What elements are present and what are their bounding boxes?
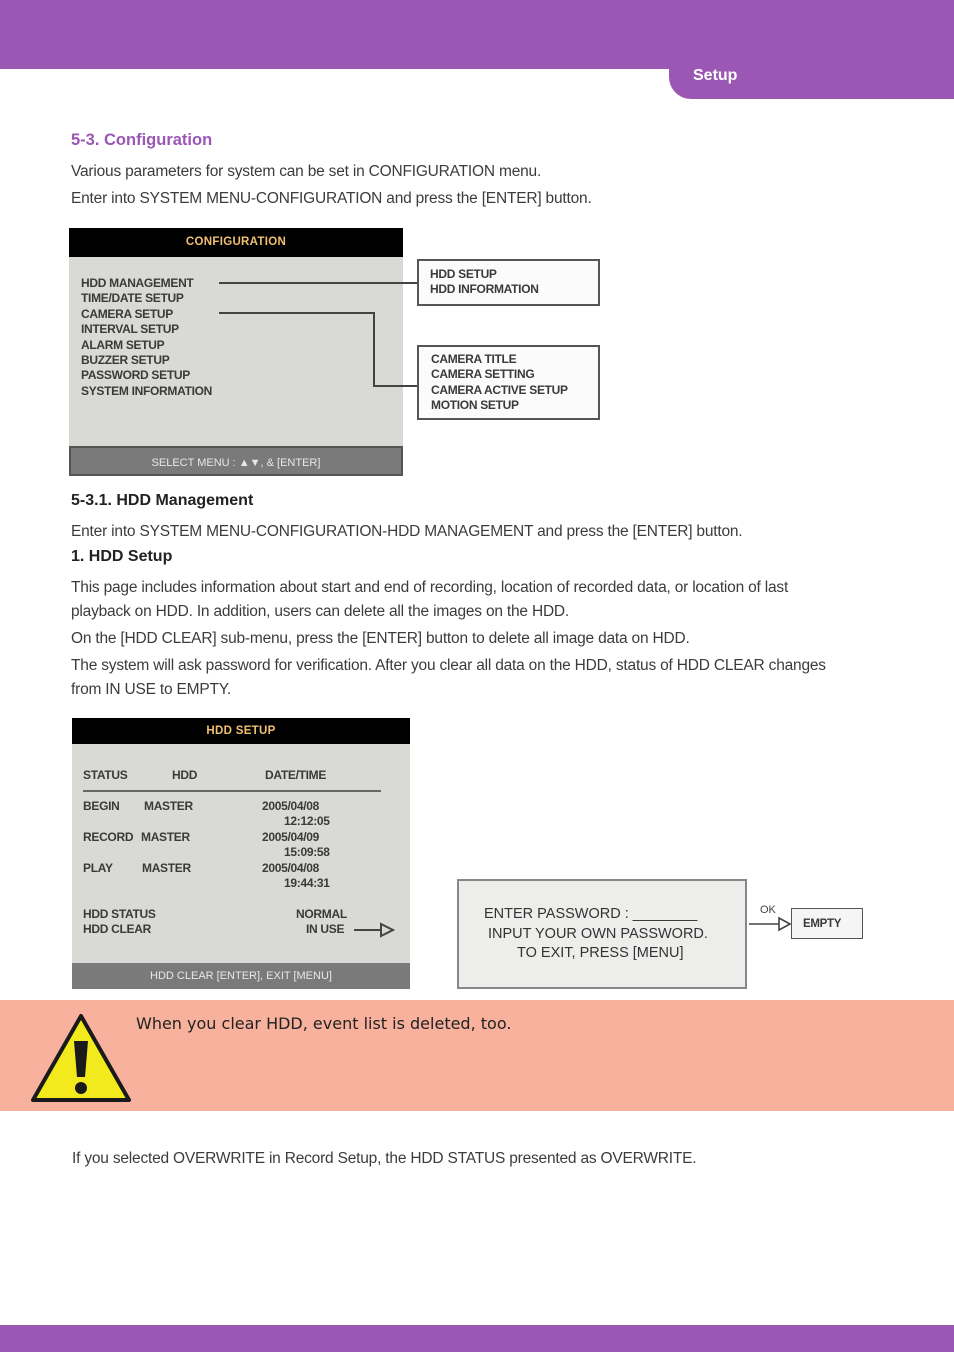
footer-band: [0, 1325, 954, 1352]
menu-item: HDD MANAGEMENT: [81, 276, 194, 290]
empty-label: EMPTY: [803, 918, 842, 930]
section-para-2: Enter into SYSTEM MENU-CONFIGURATION and press the [ENTER] button.: [71, 190, 592, 207]
warning-banner: [0, 1000, 954, 1111]
hdd-status-value: NORMAL: [296, 907, 347, 921]
header-band: [0, 0, 954, 69]
warning-text: When you clear HDD, event list is deleted, too.: [136, 1014, 512, 1033]
col-datetime: DATE/TIME: [265, 768, 327, 782]
row-hdd: MASTER: [141, 830, 190, 844]
row-status: BEGIN: [83, 799, 120, 813]
hdd-clear-value: IN USE: [306, 922, 345, 936]
row-status: PLAY: [83, 861, 113, 875]
subsection-para-4a: The system will ask password for verification. After you clear all data on the HDD, status of HDD CLEAR changes: [71, 657, 826, 674]
submenu-item: CAMERA TITLE: [431, 352, 517, 366]
row-date: 2005/04/09: [262, 830, 320, 844]
row-date: 2005/04/08: [262, 799, 320, 813]
row-time: 15:09:58: [284, 845, 330, 859]
header-divider: [83, 790, 381, 792]
arrow-right-icon: [354, 922, 396, 938]
menu-item: PASSWORD SETUP: [81, 368, 190, 383]
submenu-item: HDD SETUP: [430, 267, 497, 281]
subsection-para-2b: playback on HDD. In addition, users can delete all the images on the HDD.: [71, 603, 570, 620]
configuration-footer: SELECT MENU : ▲▼, & [ENTER]: [69, 446, 403, 476]
subsection-para-3: On the [HDD CLEAR] sub-menu, press the [ENTER] button to delete all image data on HDD.: [71, 630, 690, 647]
menu-item: BUZZER SETUP: [81, 353, 170, 368]
menu-item: TIME/DATE SETUP: [81, 291, 184, 306]
row-date: 2005/04/08: [262, 861, 320, 875]
hdd-setup-screen: [72, 718, 410, 989]
row-time: 12:12:05: [284, 814, 330, 828]
configuration-title: CONFIGURATION: [69, 228, 403, 257]
password-line-2: INPUT YOUR OWN PASSWORD.: [488, 926, 708, 942]
password-line-1: ENTER PASSWORD : ________: [484, 906, 698, 922]
subsection-heading: 5-3.1. HDD Management: [71, 492, 254, 509]
password-line-3: TO EXIT, PRESS [MENU]: [517, 945, 684, 961]
row-status: RECORD: [83, 830, 134, 844]
submenu-item: HDD INFORMATION: [430, 282, 539, 297]
menu-item: ALARM SETUP: [81, 337, 165, 352]
row-hdd: MASTER: [144, 799, 193, 813]
menu-item: CAMERA SETUP: [81, 306, 173, 321]
submenu-item: CAMERA SETTING: [431, 367, 535, 382]
row-hdd: MASTER: [142, 861, 191, 875]
subsection-para-1: Enter into SYSTEM MENU-CONFIGURATION-HDD MANAGEMENT and press the [ENTER] button.: [71, 523, 743, 540]
subsection-para-4b: from IN USE to EMPTY.: [71, 681, 232, 698]
section-tab-label: Setup: [693, 67, 738, 84]
section-para-1: Various parameters for system can be set in CONFIGURATION menu.: [71, 163, 542, 180]
hdd-submenu-box: [417, 259, 600, 306]
warning-icon: [30, 1013, 132, 1103]
arrow-right-icon: [749, 916, 793, 932]
col-status: STATUS: [83, 768, 128, 782]
connector-lines: [210, 270, 425, 400]
hdd-setup-heading: 1. HDD Setup: [71, 548, 173, 565]
overwrite-note: If you selected OVERWRITE in Record Setup, the HDD STATUS presented as OVERWRITE.: [72, 1150, 697, 1167]
submenu-item: MOTION SETUP: [431, 398, 519, 413]
hdd-clear-label: HDD CLEAR: [83, 922, 151, 936]
col-hdd: HDD: [172, 768, 198, 782]
camera-submenu-box: [417, 345, 600, 420]
row-time: 19:44:31: [284, 876, 330, 890]
hdd-setup-footer: HDD CLEAR [ENTER], EXIT [MENU]: [72, 963, 410, 989]
empty-box: [791, 908, 863, 939]
menu-item: INTERVAL SETUP: [81, 322, 179, 337]
menu-item: SYSTEM INFORMATION: [81, 383, 213, 398]
subsection-para-2a: This page includes information about start and end of recording, location of recorded data, or location of last: [71, 579, 789, 596]
submenu-item: CAMERA ACTIVE SETUP: [431, 382, 568, 397]
hdd-setup-title: HDD SETUP: [72, 718, 410, 744]
ok-label: OK: [760, 904, 776, 916]
section-tab: [669, 60, 954, 99]
section-heading: 5-3. Configuration: [71, 131, 213, 149]
configuration-menu: [81, 276, 212, 399]
password-dialog: [457, 879, 747, 989]
hdd-status-label: HDD STATUS: [83, 907, 156, 921]
